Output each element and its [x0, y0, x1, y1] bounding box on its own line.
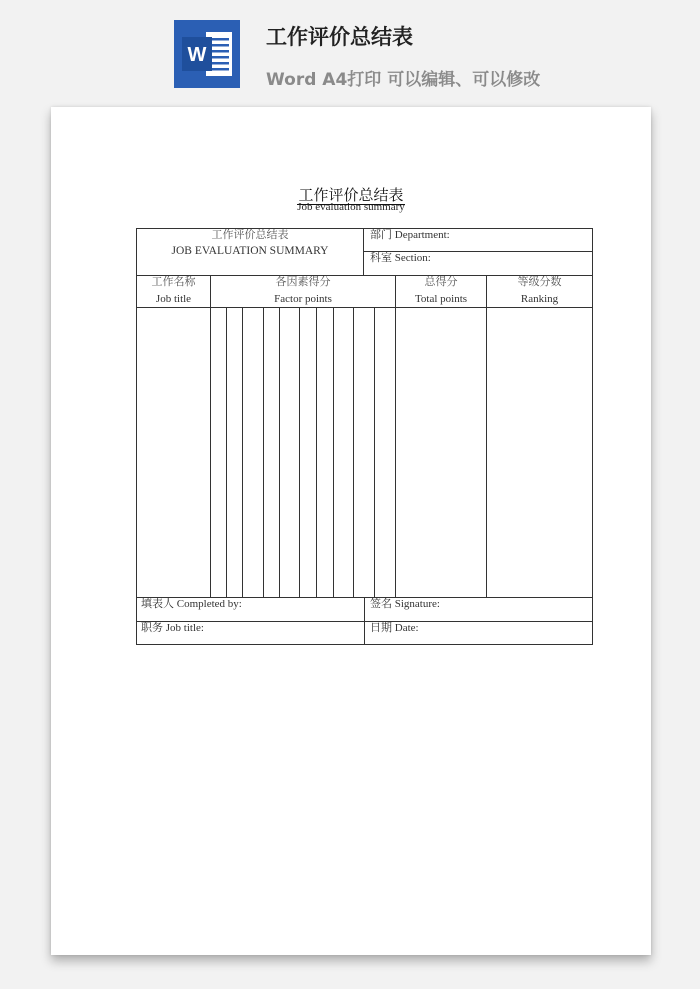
col-total-cn: 总得分 [424, 275, 458, 288]
completed-by-field[interactable]: 填表人 Completed by: [141, 598, 242, 610]
document-title: 工作评价总结表 [298, 186, 404, 204]
col-job-title-cn: 工作名称 [151, 275, 196, 288]
document-page [51, 107, 651, 955]
header [0, 0, 700, 100]
summary-label-cn: 工作评价总结表 [211, 228, 289, 241]
header-subtitle: Word A4打印 可以编辑、可以修改 [266, 70, 541, 90]
header-title: 工作评价总结表 [266, 25, 413, 49]
department-field[interactable]: 部门 Department: [370, 229, 450, 241]
section-field[interactable]: 科室 Section: [370, 252, 431, 264]
col-job-title-en: Job title [155, 293, 192, 305]
date-field[interactable]: 日期 Date: [370, 622, 419, 634]
signature-field[interactable]: 签名 Signature: [370, 598, 440, 610]
col-factor-cn: 各因素得分 [275, 275, 331, 288]
document-subtitle: Job evaluation summary [297, 201, 405, 213]
col-factor-en: Factor points [274, 293, 332, 305]
word-document-icon [174, 20, 240, 88]
summary-label-en: JOB EVALUATION SUMMARY [171, 245, 329, 257]
col-ranking-cn: 等级分数 [517, 275, 562, 288]
word-icon-letter: W [187, 44, 207, 66]
job-title-field[interactable]: 职务 Job title: [141, 622, 204, 634]
col-total-en: Total points [414, 293, 468, 305]
col-ranking-en: Ranking [520, 293, 559, 305]
